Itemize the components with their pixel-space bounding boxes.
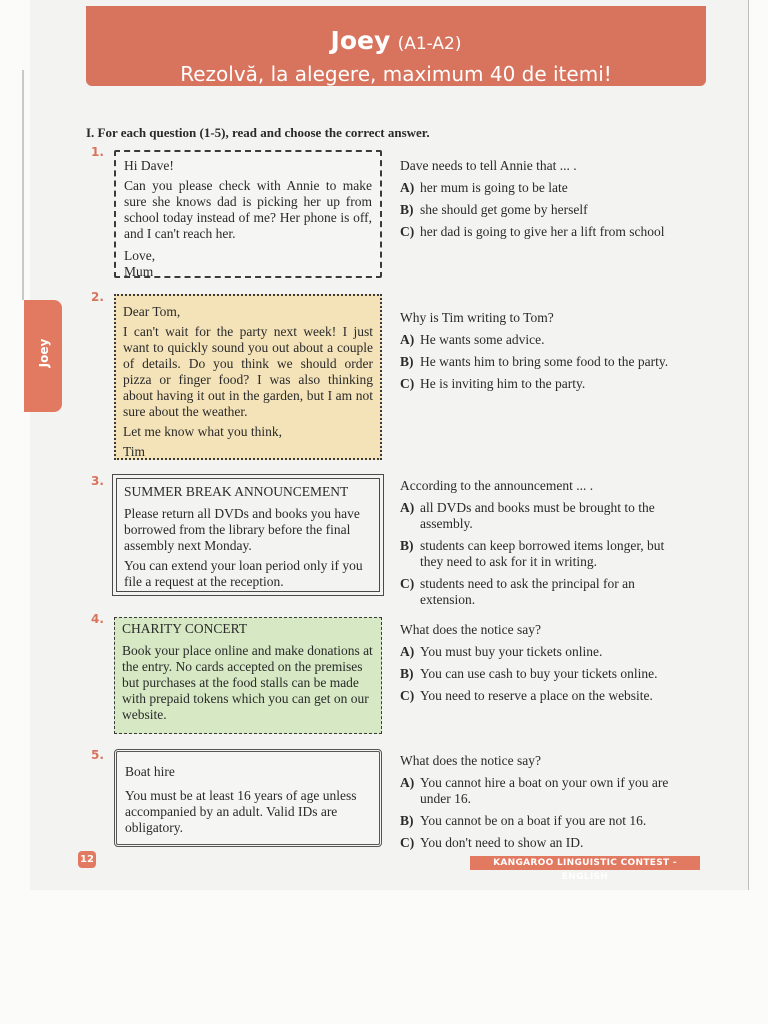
- option-text: You don't need to show an ID.: [420, 835, 584, 850]
- answer-option[interactable]: [400, 835, 685, 851]
- text-box-letter: [114, 294, 382, 460]
- answer-option[interactable]: [400, 775, 685, 807]
- answer-option[interactable]: [400, 813, 685, 829]
- question-number: 2.: [91, 290, 104, 304]
- header-subtitle: Rezolvă, la alegere, maximum 40 de itemi!: [180, 62, 612, 86]
- option-letter: B): [400, 538, 414, 553]
- header-banner: [86, 6, 706, 86]
- option-text: You cannot hire a boat on your own if you are under 16.: [420, 775, 669, 806]
- answer-option[interactable]: [400, 538, 685, 570]
- option-text: He is inviting him to the party.: [420, 376, 586, 391]
- answer-option[interactable]: [400, 354, 685, 370]
- notice-title: Boat hire: [125, 764, 175, 779]
- footer-banner: KANGAROO LINGUISTIC CONTEST - ENGLISH: [470, 856, 700, 870]
- option-text: He wants him to bring some food to the party.: [420, 354, 669, 369]
- header-title-line: [86, 28, 706, 57]
- option-letter: C): [400, 376, 415, 391]
- answer-option[interactable]: [400, 332, 685, 348]
- answer-option[interactable]: [400, 666, 685, 682]
- option-text: her dad is going to give her a lift from school: [420, 224, 665, 239]
- text-box-boat-hire: [114, 749, 382, 847]
- option-text: He wants some advice.: [420, 332, 545, 347]
- option-text: You cannot be on a boat if you are not 16.: [420, 813, 647, 828]
- option-text: You must buy your tickets online.: [420, 644, 603, 659]
- text-line: Love,: [124, 248, 156, 263]
- notice-title: SUMMER BREAK ANNOUNCEMENT: [124, 484, 349, 499]
- header-level: (A1-A2): [397, 34, 462, 54]
- question-number: 4.: [91, 612, 104, 626]
- text-line: Tim: [123, 444, 146, 459]
- option-letter: A): [400, 500, 415, 515]
- question-number: 5.: [91, 748, 104, 762]
- answer-option[interactable]: [400, 224, 685, 240]
- option-letter: A): [400, 775, 415, 790]
- question-stem: Why is Tim writing to Tom?: [400, 310, 554, 325]
- header-title: Joey: [330, 26, 391, 55]
- book-spine-line: [22, 70, 24, 300]
- instruction: I. For each question (1-5), read and choose the correct answer.: [86, 125, 430, 140]
- text-line: Let me know what you think,: [123, 424, 282, 439]
- answer-option[interactable]: [400, 644, 685, 660]
- option-text: all DVDs and books must be brought to the assembly.: [420, 500, 655, 531]
- side-tab-label: Joey: [37, 338, 51, 368]
- option-text: You need to reserve a place on the website.: [420, 688, 653, 703]
- option-text: she should get gome by herself: [420, 202, 588, 217]
- text-box-message: [114, 150, 382, 278]
- text-line: I can't wait for the party next week! I just want to quickly sound you out about a couple of details. Do you think we should order pizza or finger food? I was also thinking about having it out in the garden, but I am not sure about the weather.: [123, 324, 373, 419]
- question-block: [400, 478, 685, 614]
- option-letter: A): [400, 644, 415, 659]
- answer-option[interactable]: [400, 688, 685, 704]
- question-stem: What does the notice say?: [400, 753, 541, 768]
- option-letter: C): [400, 688, 415, 703]
- answer-option[interactable]: [400, 376, 685, 392]
- answer-option[interactable]: [400, 500, 685, 532]
- option-letter: C): [400, 224, 415, 239]
- question-block: [400, 310, 685, 398]
- text-box-announcement: [116, 478, 380, 592]
- text-line: You can extend your loan period only if you file a request at the reception.: [124, 558, 363, 589]
- option-letter: C): [400, 576, 415, 591]
- option-text: her mum is going to be late: [420, 180, 568, 195]
- option-letter: B): [400, 666, 414, 681]
- text-line: Please return all DVDs and books you have borrowed from the library before the final assembly next Monday.: [124, 506, 360, 553]
- text-line: Mum: [124, 264, 154, 279]
- option-text: You can use cash to buy your tickets online.: [420, 666, 658, 681]
- option-letter: A): [400, 180, 415, 195]
- question-number: 1.: [91, 145, 104, 159]
- question-stem: According to the announcement ... .: [400, 478, 594, 493]
- notice-title: CHARITY CONCERT: [122, 621, 248, 636]
- text-line: Hi Dave!: [124, 158, 174, 173]
- question-number: 3.: [91, 474, 104, 488]
- answer-option[interactable]: [400, 576, 685, 608]
- option-letter: B): [400, 813, 414, 828]
- text-line: Can you please check with Annie to make sure she knows dad is picking her up from school today instead of me? Her phone is off, and I can't reach her.: [124, 178, 372, 241]
- question-block: [400, 622, 685, 710]
- answer-option[interactable]: [400, 180, 685, 196]
- question-block: [400, 158, 685, 246]
- text-box-notice: [114, 617, 382, 734]
- page-number: 12: [78, 851, 96, 868]
- text-line: Dear Tom,: [123, 304, 181, 319]
- question-block: [400, 753, 685, 857]
- option-text: students can keep borrowed items longer, but they need to ask for it in writing.: [420, 538, 665, 569]
- option-letter: B): [400, 354, 414, 369]
- question-stem: What does the notice say?: [400, 622, 541, 637]
- option-letter: C): [400, 835, 415, 850]
- option-letter: A): [400, 332, 415, 347]
- text-line: Book your place online and make donations at the entry. No cards accepted on the premises but purchases at the food stalls can be made with prepaid tokens which you can get on our website.: [122, 643, 373, 722]
- option-letter: B): [400, 202, 414, 217]
- answer-option[interactable]: [400, 202, 685, 218]
- page-edge: [748, 0, 749, 890]
- question-stem: Dave needs to tell Annie that ... .: [400, 158, 577, 173]
- side-tab: [24, 300, 62, 412]
- option-text: students need to ask the principal for an extension.: [420, 576, 635, 607]
- text-line: You must be at least 16 years of age unless accompanied by an adult. Valid IDs are obligatory.: [125, 788, 357, 835]
